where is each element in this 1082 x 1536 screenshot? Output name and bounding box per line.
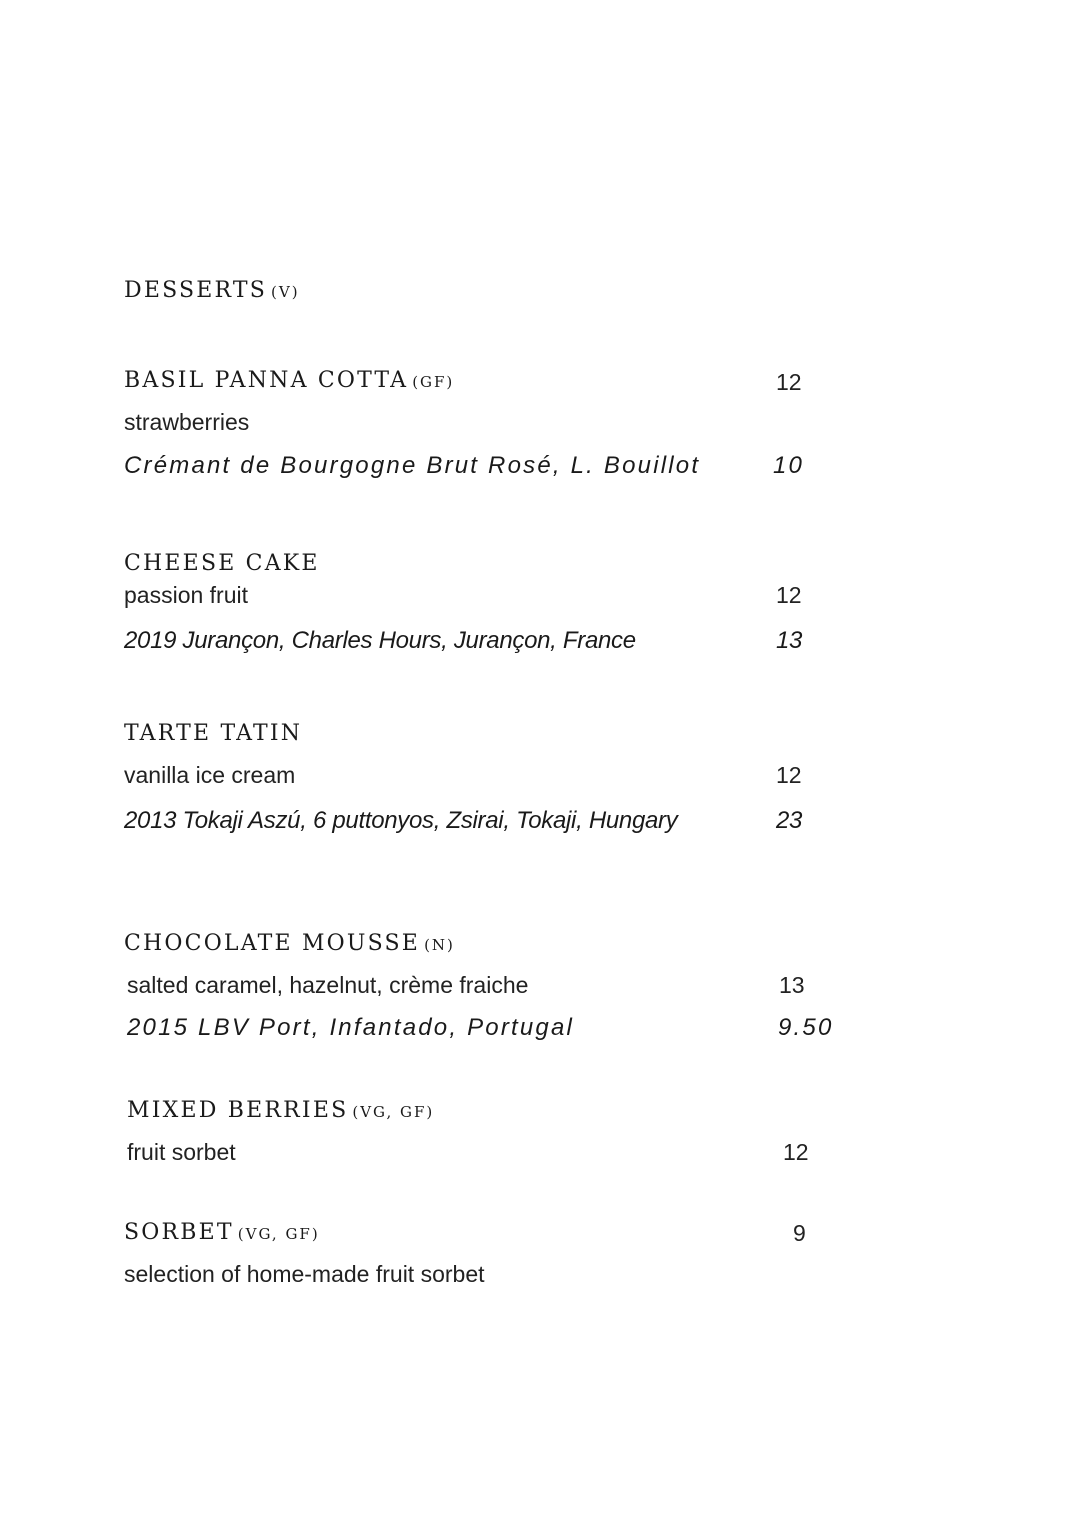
dish-dietary-tag: (VG, GF) — [237, 1225, 320, 1243]
wine-pairing: 2019 Jurançon, Charles Hours, Jurançon, France — [124, 627, 636, 654]
dish-price: 9 — [793, 1220, 806, 1246]
dish-price: 12 — [776, 582, 802, 608]
dish-name-text: SORBET — [124, 1220, 234, 1245]
dish-name — [124, 370, 454, 392]
dish-description: salted caramel, hazelnut, crème fraiche — [127, 972, 529, 998]
dish-name — [124, 723, 302, 745]
wine-pairing: 2013 Tokaji Aszú, 6 puttonyos, Zsirai, Tokaji, Hungary — [124, 807, 678, 834]
dish-description: vanilla ice cream — [124, 762, 296, 788]
dish-dietary-tag: (GF) — [412, 373, 455, 391]
section-title-text: DESSERTS — [124, 278, 268, 303]
wine-price: 9.50 — [778, 1014, 834, 1041]
dish-dietary-tag: (N) — [424, 936, 455, 954]
wine-price: 10 — [773, 452, 805, 479]
dish-name-text: BASIL PANNA COTTA — [124, 368, 409, 393]
dish-name — [124, 1222, 320, 1244]
dish-price: 12 — [783, 1139, 809, 1165]
dish-name-text: CHEESE CAKE — [124, 551, 320, 576]
dish-name — [124, 553, 320, 575]
wine-price: 23 — [776, 807, 803, 834]
dish-name-text: CHOCOLATE MOUSSE — [124, 931, 421, 956]
dish-dietary-tag: (VG, GF) — [352, 1103, 435, 1121]
wine-pairing: Crémant de Bourgogne Brut Rosé, L. Bouillot — [124, 452, 701, 479]
dish-name — [124, 933, 455, 955]
dish-name — [127, 1100, 434, 1122]
dish-name-text: TARTE TATIN — [124, 721, 303, 746]
wine-pairing: 2015 LBV Port, Infantado, Portugal — [127, 1014, 575, 1041]
section-title — [124, 280, 300, 302]
dish-name-text: MIXED BERRIES — [127, 1098, 349, 1123]
dish-price: 12 — [776, 762, 802, 788]
wine-price: 13 — [776, 627, 803, 654]
dish-description: strawberries — [124, 409, 250, 435]
dish-price: 13 — [779, 972, 805, 998]
dish-price: 12 — [776, 369, 802, 395]
dish-description: fruit sorbet — [127, 1139, 236, 1165]
section-dietary-tag: (V) — [271, 283, 300, 301]
dish-description: passion fruit — [124, 582, 249, 608]
dish-description: selection of home-made fruit sorbet — [124, 1261, 485, 1287]
